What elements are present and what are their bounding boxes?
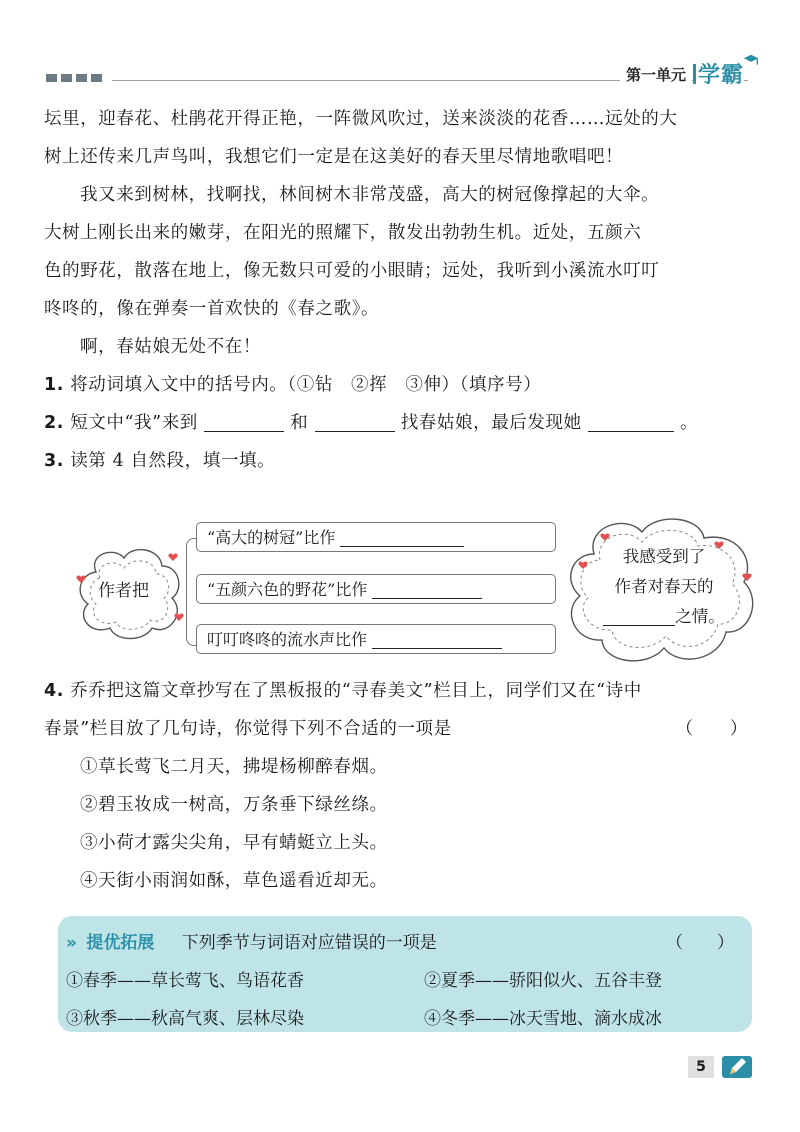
option-item: ①春季——草长莺飞、鸟语花香 [66,971,304,991]
option-item: ①草长莺飞二月天，拂堤杨柳醉春烟。 [80,757,388,777]
box-text: “高大的树冠”比作 [207,528,336,547]
answer-blank[interactable] [603,607,675,626]
option-item: ③小荷才露尖尖角，早有蜻蜓立上头。 [80,833,388,853]
metaphor-box [196,624,556,654]
heart-icon [76,574,86,584]
passage-line: 咚咚的，像在弹奏一首欢快的《春之歌》。 [44,299,380,319]
header-squares [46,74,102,82]
passage-line: 坛里，迎春花、杜鹃花开得正艳，一阵微风吹过，送来淡淡的花香……远处的大 [44,109,678,129]
question-text: 春景”栏目放了几句诗，你觉得下列不合适的一项是 [44,719,452,739]
question-number: 4. [44,681,65,701]
question-4-line [44,672,756,710]
heart-icon [600,532,610,542]
chevron-right-icon: » [66,933,77,953]
extension-options-row [66,1000,744,1038]
passage-line: 色的野花，散落在地上，像无数只可爱的小眼睛；远处，我听到小溪流水叮叮 [44,261,660,281]
answer-blank[interactable] [372,630,502,649]
option-item: ④天街小雨润如酥，草色遥看近却无。 [80,871,388,891]
answer-blank[interactable] [204,409,284,432]
left-label: 作者把 [98,581,149,601]
question-number: 3. [44,451,65,471]
answer-paren[interactable]: （ ） [666,933,734,953]
extension-prompt: 下列季节与词语对应错误的一项是 [181,933,437,953]
brand-logo: 学霸 [696,58,744,89]
option-item: ②夏季——骄阳似火、五谷丰登 [424,971,662,991]
question-3 [44,442,756,480]
feeling-line: 之情。 [675,607,725,626]
option-item: ③秋季——秋高气爽、层林尽染 [66,1009,304,1029]
question-text: 。 [680,413,699,433]
question-2 [44,404,756,442]
extension-header [66,924,744,962]
question-text: 乔乔把这篇文章抄写在了黑板报的“寻春美文”栏目上，同学们又在“诗中 [70,681,642,701]
feeling-line: 我感受到了 [622,547,706,566]
passage-line: 我又来到树林，找啊找，林间树木非常茂盛，高大的树冠像撑起的大伞。 [80,185,660,205]
heart-icon [174,612,184,622]
question-text: 短文中“我”来到 [70,413,198,433]
question-number: 2. [44,413,65,433]
extension-box [58,916,752,1032]
answer-blank[interactable] [372,580,482,599]
extension-title: 提优拓展 [86,933,155,953]
question-4-line [44,710,756,748]
extension-options-row [66,962,744,1000]
heart-icon [168,552,178,562]
feeling-line: 作者对春天的 [614,577,714,596]
metaphor-box [196,574,556,604]
graduation-cap-icon [742,52,760,70]
metaphor-box [196,522,556,552]
passage [44,100,756,480]
page-number: 5 [688,1056,714,1078]
option-item: ④冬季——冰天雪地、滴水成冰 [424,1009,662,1029]
feeling-line-with-blank [584,602,744,632]
box-text: “五颜六色的野花”比作 [207,580,368,599]
question-4 [44,672,756,900]
passage-line: 大树上刚长出来的嫩芽，在阳光的照耀下，散发出勃勃生机。近处，五颜六 [44,223,642,243]
question-text: 找春姑娘，最后发现她 [400,413,582,433]
question-number: 1. [44,375,65,395]
question-1 [44,366,756,404]
answer-blank[interactable] [315,409,395,432]
answer-blank[interactable] [340,528,464,547]
metaphor-diagram [70,512,760,670]
question-text: 读第 4 自然段，填一填。 [70,451,276,471]
feeling-text [584,542,744,632]
answer-blank[interactable] [588,409,674,432]
passage-line: 树上还传来几声鸟叫，我想它们一定是在这美好的春天里尽情地歌唱吧！ [44,147,624,167]
pencil-icon [722,1052,752,1082]
page-header [0,0,800,92]
question-text: 和 [290,413,309,433]
answer-paren[interactable]: （ ） [675,719,748,739]
passage-line: 啊，春姑娘无处不在！ [80,337,261,357]
question-text: 将动词填入文中的括号内。（①钻 ②挥 ③伸）（填序号） [70,375,542,395]
option-item: ②碧玉妆成一树高，万条垂下绿丝绦。 [80,795,388,815]
unit-title: 第一单元 [620,64,692,85]
box-text: 叮叮咚咚的流水声比作 [207,630,368,649]
